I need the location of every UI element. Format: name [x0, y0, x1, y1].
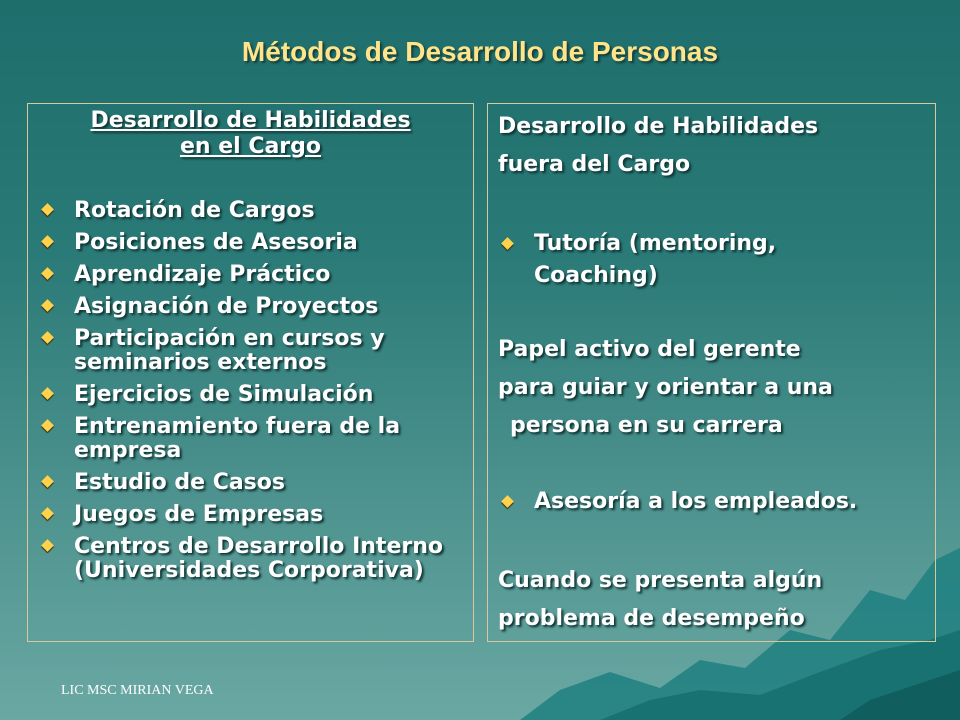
diamond-bullet-icon	[41, 387, 54, 400]
right-heading-line2: fuera del Cargo	[498, 152, 691, 177]
diamond-bullet-icon	[501, 495, 514, 508]
diamond-bullet-icon	[501, 237, 514, 250]
diamond-bullet-icon	[41, 475, 54, 488]
slide-title: Métodos de Desarrollo de Personas	[241, 36, 719, 67]
list-item: Ejercicios de Simulación	[38, 383, 468, 407]
left-panel	[27, 103, 474, 642]
left-bullet-list	[38, 199, 468, 591]
diamond-bullet-icon	[41, 267, 54, 280]
diamond-bullet-icon	[41, 331, 54, 344]
list-item: Juegos de Empresas	[38, 503, 468, 527]
diamond-bullet-icon	[41, 299, 54, 312]
diamond-bullet-icon	[41, 419, 54, 432]
right-desc-line2: para guiar y orientar a una	[498, 375, 833, 400]
diamond-bullet-icon	[41, 203, 54, 216]
right-desc-line1: Papel activo del gerente	[498, 337, 801, 362]
list-item: Centros de Desarrollo Interno (Universidades Corporativa)	[38, 535, 468, 583]
footer-author: LIC MSC MIRIAN VEGA	[61, 683, 214, 698]
list-item: Entrenamiento fuera de la empresa	[38, 415, 468, 463]
right-desc-line3: persona en su carrera	[510, 413, 783, 438]
left-panel-heading	[28, 108, 473, 160]
right-note-line2: problema de desempeño	[498, 606, 805, 631]
diamond-bullet-icon	[41, 539, 54, 552]
left-heading-line1: Desarrollo de Habilidades	[90, 108, 411, 133]
list-item: Tutoría (mentoring, Coaching)	[498, 228, 864, 292]
list-item: Estudio de Casos	[38, 471, 468, 495]
list-item: Asesoría a los empleados.	[498, 486, 954, 518]
diamond-bullet-icon	[41, 235, 54, 248]
right-panel	[487, 103, 936, 642]
list-item: Asignación de Proyectos	[38, 295, 468, 319]
diamond-bullet-icon	[41, 507, 54, 520]
right-heading-line1: Desarrollo de Habilidades	[498, 114, 819, 139]
list-item: Aprendizaje Práctico	[38, 263, 468, 287]
right-note-line1: Cuando se presenta algún	[498, 568, 823, 593]
list-item: Rotación de Cargos	[38, 199, 468, 223]
list-item: Participación en cursos y seminarios externos	[38, 327, 468, 375]
left-heading-line2: en el Cargo	[179, 134, 322, 159]
list-item: Posiciones de Asesoria	[38, 231, 468, 255]
